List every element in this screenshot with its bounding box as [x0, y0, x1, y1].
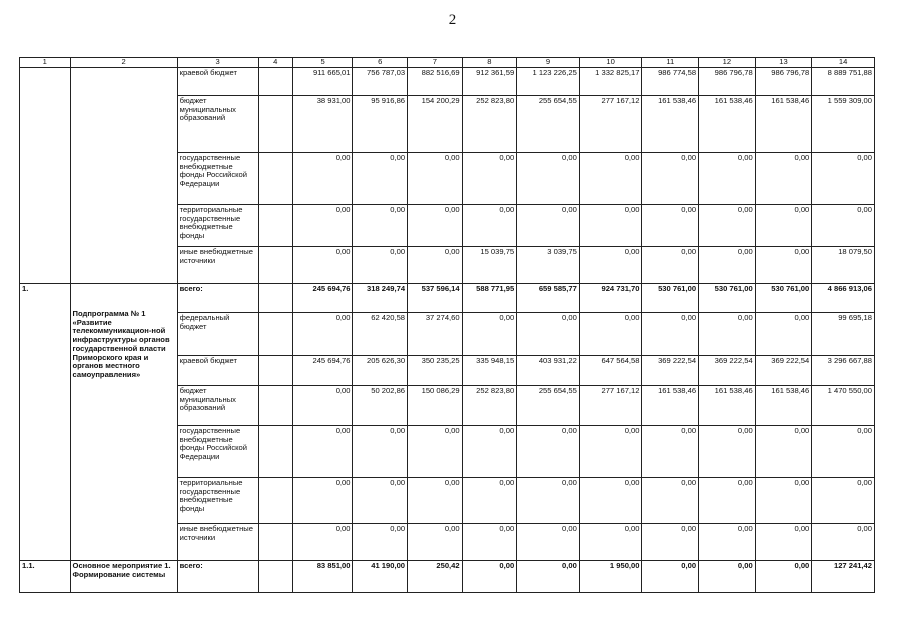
value-cell: 0,00	[292, 205, 353, 247]
value-cell: 1 950,00	[579, 561, 642, 593]
value-cell: 0,00	[642, 478, 699, 524]
source-label: краевой бюджет	[177, 356, 258, 386]
value-cell: 0,00	[579, 524, 642, 561]
col4-cell	[258, 205, 292, 247]
value-cell: 0,00	[755, 426, 812, 478]
value-cell: 1 559 309,00	[812, 96, 875, 153]
value-cell: 0,00	[517, 561, 580, 593]
value-cell: 335 948,15	[462, 356, 517, 386]
col-header: 3	[177, 58, 258, 68]
value-cell: 252 823,80	[462, 386, 517, 426]
source-label: бюджет муниципальных образований	[177, 386, 258, 426]
value-cell: 0,00	[517, 205, 580, 247]
col-header: 9	[517, 58, 580, 68]
value-cell: 0,00	[699, 153, 756, 205]
value-cell: 0,00	[699, 561, 756, 593]
source-label: иные внебюджетные источники	[177, 247, 258, 284]
col4-cell	[258, 313, 292, 356]
value-cell: 0,00	[517, 313, 580, 356]
value-cell: 986 774,58	[642, 68, 699, 96]
source-label: территориальные государственные внебюджетные фонды	[177, 205, 258, 247]
col-header: 11	[642, 58, 699, 68]
col4-cell	[258, 153, 292, 205]
value-cell: 0,00	[408, 247, 463, 284]
value-cell: 0,00	[755, 153, 812, 205]
value-cell: 161 538,46	[699, 96, 756, 153]
value-cell: 0,00	[292, 524, 353, 561]
value-cell: 127 241,42	[812, 561, 875, 593]
value-cell: 0,00	[699, 313, 756, 356]
value-cell: 0,00	[755, 205, 812, 247]
value-cell: 986 796,78	[755, 68, 812, 96]
value-cell: 0,00	[292, 426, 353, 478]
value-cell: 0,00	[462, 561, 517, 593]
col-header: 13	[755, 58, 812, 68]
name-cell-empty	[70, 68, 177, 284]
value-cell: 0,00	[462, 205, 517, 247]
value-cell: 0,00	[699, 205, 756, 247]
value-cell: 0,00	[579, 205, 642, 247]
value-cell: 3 039,75	[517, 247, 580, 284]
value-cell: 0,00	[408, 205, 463, 247]
value-cell: 0,00	[812, 205, 875, 247]
value-cell: 0,00	[517, 426, 580, 478]
value-cell: 0,00	[579, 313, 642, 356]
value-cell: 99 695,18	[812, 313, 875, 356]
value-cell: 0,00	[579, 247, 642, 284]
col4-cell	[258, 247, 292, 284]
value-cell: 277 167,12	[579, 386, 642, 426]
value-cell: 0,00	[642, 426, 699, 478]
value-cell: 255 654,55	[517, 96, 580, 153]
value-cell: 0,00	[462, 153, 517, 205]
value-cell: 62 420,58	[353, 313, 408, 356]
num-cell-empty	[20, 68, 71, 284]
value-cell: 0,00	[353, 153, 408, 205]
value-cell: 1 470 550,00	[812, 386, 875, 426]
page-number: 2	[448, 12, 457, 28]
col4-cell	[258, 68, 292, 96]
value-cell: 0,00	[812, 426, 875, 478]
value-cell: 0,00	[517, 478, 580, 524]
value-cell: 0,00	[517, 524, 580, 561]
source-label: краевой бюджет	[177, 68, 258, 96]
value-cell: 0,00	[408, 426, 463, 478]
value-cell: 647 564,58	[579, 356, 642, 386]
col4-cell	[258, 478, 292, 524]
col-header: 10	[579, 58, 642, 68]
value-cell: 0,00	[699, 247, 756, 284]
col4-cell	[258, 96, 292, 153]
value-cell: 0,00	[642, 247, 699, 284]
value-cell: 0,00	[755, 478, 812, 524]
value-cell: 350 235,25	[408, 356, 463, 386]
value-cell: 369 222,54	[699, 356, 756, 386]
subprogram-number: 1.	[20, 284, 71, 561]
value-cell: 403 931,22	[517, 356, 580, 386]
value-cell: 0,00	[292, 313, 353, 356]
value-cell: 0,00	[462, 426, 517, 478]
value-cell: 95 916,86	[353, 96, 408, 153]
value-cell: 0,00	[755, 524, 812, 561]
value-cell: 1 332 825,17	[579, 68, 642, 96]
col-header: 1	[20, 58, 71, 68]
col-header: 6	[353, 58, 408, 68]
event-number: 1.1.	[20, 561, 71, 593]
value-cell: 588 771,95	[462, 284, 517, 313]
value-cell: 0,00	[642, 561, 699, 593]
col4-cell	[258, 524, 292, 561]
value-cell: 659 585,77	[517, 284, 580, 313]
col-header: 12	[699, 58, 756, 68]
col4-cell	[258, 284, 292, 313]
source-label: государственные внебюджетные фонды Российской Федерации	[177, 153, 258, 205]
value-cell: 0,00	[579, 426, 642, 478]
value-cell: 245 694,76	[292, 356, 353, 386]
value-cell: 0,00	[462, 313, 517, 356]
value-cell: 161 538,46	[642, 96, 699, 153]
source-label: бюджет муниципальных образований	[177, 96, 258, 153]
value-cell: 0,00	[462, 524, 517, 561]
source-label: всего:	[177, 284, 258, 313]
source-label: иные внебюджетные источники	[177, 524, 258, 561]
col4-cell	[258, 386, 292, 426]
value-cell: 530 761,00	[755, 284, 812, 313]
value-cell: 0,00	[812, 153, 875, 205]
value-cell: 154 200,29	[408, 96, 463, 153]
value-cell: 205 626,30	[353, 356, 408, 386]
value-cell: 0,00	[579, 478, 642, 524]
value-cell: 0,00	[642, 524, 699, 561]
value-cell: 0,00	[699, 426, 756, 478]
value-cell: 3 296 667,88	[812, 356, 875, 386]
value-cell: 37 274,60	[408, 313, 463, 356]
table-row	[20, 284, 875, 313]
value-cell: 882 516,69	[408, 68, 463, 96]
col-header: 4	[258, 58, 292, 68]
value-cell: 161 538,46	[699, 386, 756, 426]
value-cell: 537 596,14	[408, 284, 463, 313]
value-cell: 0,00	[408, 524, 463, 561]
value-cell: 15 039,75	[462, 247, 517, 284]
value-cell: 0,00	[755, 561, 812, 593]
value-cell: 0,00	[699, 478, 756, 524]
value-cell: 912 361,59	[462, 68, 517, 96]
header-row	[20, 58, 875, 68]
col-header: 14	[812, 58, 875, 68]
value-cell: 369 222,54	[755, 356, 812, 386]
value-cell: 161 538,46	[755, 96, 812, 153]
value-cell: 0,00	[812, 524, 875, 561]
table-row	[20, 561, 875, 593]
value-cell: 756 787,03	[353, 68, 408, 96]
subprogram-title: Подпрограмма № 1 «Развитие телекоммуникацион-ной инфраструктуры органов государственной власти Приморского края и органов местного самоуправления»	[70, 284, 177, 561]
value-cell: 1 123 226,25	[517, 68, 580, 96]
value-cell: 250,42	[408, 561, 463, 593]
value-cell: 0,00	[353, 426, 408, 478]
source-label: федеральный бюджет	[177, 313, 258, 356]
value-cell: 0,00	[292, 153, 353, 205]
value-cell: 318 249,74	[353, 284, 408, 313]
value-cell: 0,00	[642, 153, 699, 205]
value-cell: 0,00	[579, 153, 642, 205]
value-cell: 0,00	[642, 313, 699, 356]
value-cell: 0,00	[353, 247, 408, 284]
value-cell: 0,00	[699, 524, 756, 561]
value-cell: 252 823,80	[462, 96, 517, 153]
col4-cell	[258, 356, 292, 386]
value-cell: 924 731,70	[579, 284, 642, 313]
value-cell: 530 761,00	[699, 284, 756, 313]
value-cell: 0,00	[353, 205, 408, 247]
source-label: государственные внебюджетные фонды Российской Федерации	[177, 426, 258, 478]
value-cell: 161 538,46	[755, 386, 812, 426]
col-header: 8	[462, 58, 517, 68]
value-cell: 18 079,50	[812, 247, 875, 284]
value-cell: 277 167,12	[579, 96, 642, 153]
value-cell: 0,00	[812, 478, 875, 524]
col-header: 5	[292, 58, 353, 68]
value-cell: 83 851,00	[292, 561, 353, 593]
budget-table	[19, 57, 875, 593]
value-cell: 50 202,86	[353, 386, 408, 426]
value-cell: 245 694,76	[292, 284, 353, 313]
table-row	[20, 68, 875, 96]
value-cell: 986 796,78	[699, 68, 756, 96]
value-cell: 0,00	[353, 524, 408, 561]
value-cell: 4 866 913,06	[812, 284, 875, 313]
value-cell: 0,00	[353, 478, 408, 524]
value-cell: 0,00	[292, 386, 353, 426]
col4-cell	[258, 426, 292, 478]
value-cell: 0,00	[292, 247, 353, 284]
value-cell: 0,00	[755, 313, 812, 356]
source-label: территориальные государственные внебюджетные фонды	[177, 478, 258, 524]
col-header: 7	[408, 58, 463, 68]
source-label: всего:	[177, 561, 258, 593]
value-cell: 0,00	[408, 153, 463, 205]
value-cell: 38 931,00	[292, 96, 353, 153]
value-cell: 150 086,29	[408, 386, 463, 426]
value-cell: 161 538,46	[642, 386, 699, 426]
value-cell: 0,00	[292, 478, 353, 524]
value-cell: 0,00	[408, 478, 463, 524]
value-cell: 0,00	[462, 478, 517, 524]
value-cell: 0,00	[755, 247, 812, 284]
col4-cell	[258, 561, 292, 593]
value-cell: 8 889 751,88	[812, 68, 875, 96]
value-cell: 255 654,55	[517, 386, 580, 426]
value-cell: 41 190,00	[353, 561, 408, 593]
value-cell: 0,00	[517, 153, 580, 205]
value-cell: 530 761,00	[642, 284, 699, 313]
event-title: Основное мероприятие 1. Формирование системы	[70, 561, 177, 593]
value-cell: 911 665,01	[292, 68, 353, 96]
col-header: 2	[70, 58, 177, 68]
value-cell: 0,00	[642, 205, 699, 247]
value-cell: 369 222,54	[642, 356, 699, 386]
